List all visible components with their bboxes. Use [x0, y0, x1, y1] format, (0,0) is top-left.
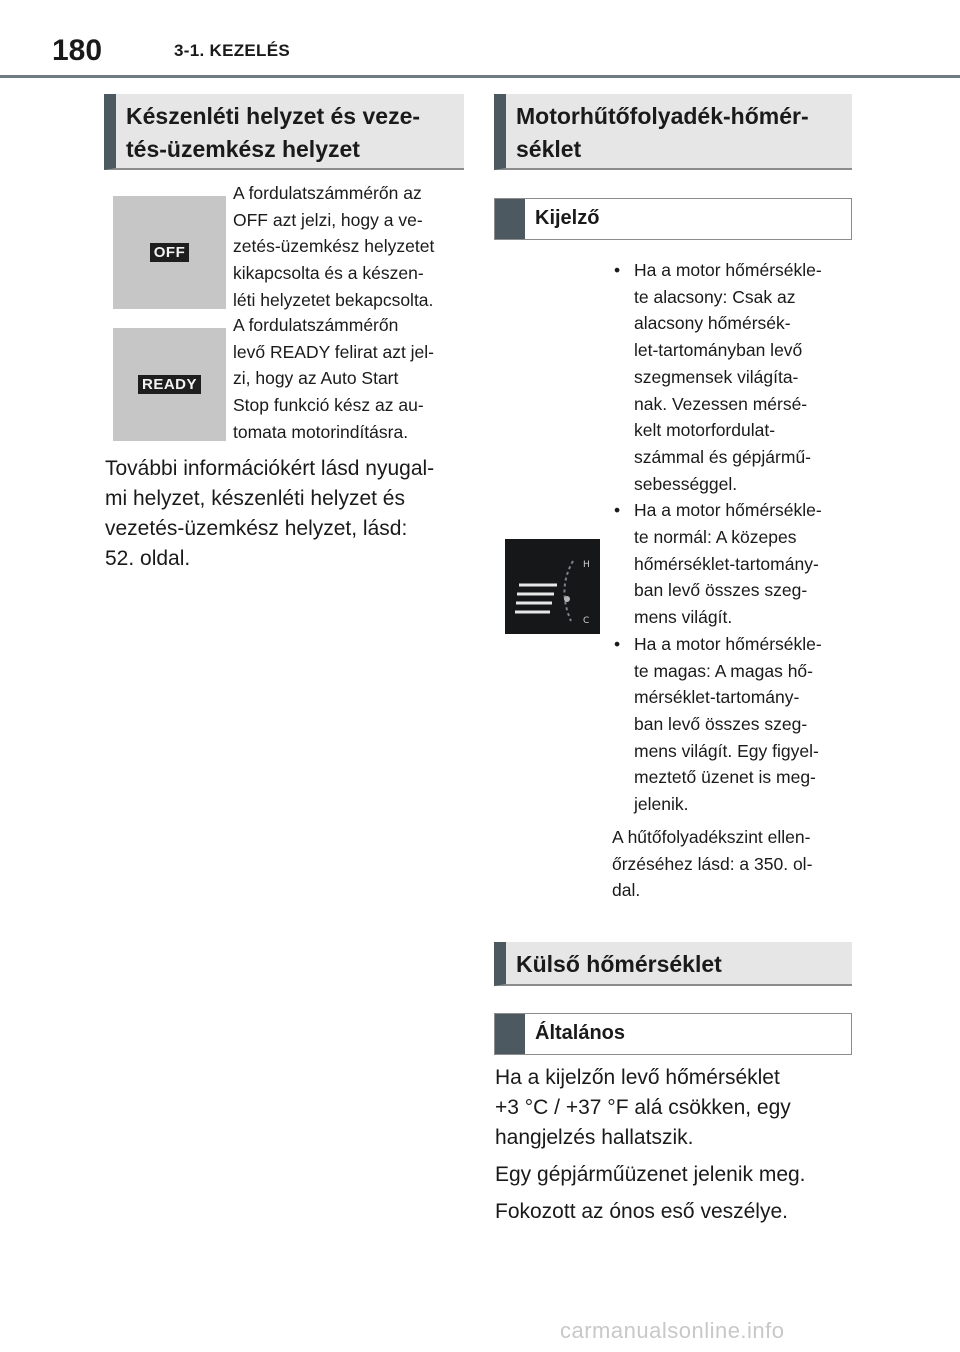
coolant-temperature-gauge-image: [505, 539, 600, 634]
text-line: 52. oldal.: [105, 547, 191, 570]
bullet-icon: •: [614, 633, 621, 654]
gauge-hot-label: H: [583, 560, 590, 570]
text-line: számmal és gépjármű-: [634, 446, 811, 467]
text-line: te alacsony: Csak az: [634, 286, 796, 307]
text-line: zetés-üzemkész helyzetet: [233, 236, 435, 257]
text-line: ban levő összes szeg-: [634, 580, 808, 601]
text-line: tomata motorindításra.: [233, 421, 409, 442]
section-heading-line: tés-üzemkész helyzet: [126, 136, 360, 162]
gauge-cold-label: C: [583, 616, 590, 626]
text-line: sebességgel.: [634, 473, 738, 494]
text-line: Ha a motor hőmérsékle-: [634, 633, 822, 654]
watermark: carmanualsonline.info: [560, 1318, 785, 1343]
text-line: Ha a motor hőmérsékle-: [634, 260, 822, 280]
text-line: jelenik.: [634, 794, 689, 815]
text-line: te normál: A közepes: [634, 527, 797, 548]
bullet-icon: •: [614, 500, 621, 521]
text-line: OFF azt jelzi, hogy a ve-: [233, 209, 423, 230]
ready-description: [233, 312, 465, 446]
ready-badge: READY: [138, 375, 201, 394]
outside-temp-paragraph: [495, 1063, 855, 1153]
text-line: Stop funkció kész az au-: [233, 395, 424, 416]
ready-indicator-image: [113, 328, 226, 441]
text-line: szegmensek világíta-: [634, 366, 799, 387]
text-line: Ha a kijelzőn levő hőmérséklet: [495, 1066, 780, 1089]
off-description: [233, 180, 465, 314]
list-item: [612, 631, 854, 818]
coolant-bullet-list: [612, 257, 854, 818]
section-heading-line: Motorhűtőfolyadék-hőmér-: [516, 103, 809, 129]
text-line: mi helyzet, készenléti helyzet és: [105, 487, 405, 510]
text-line: mérséklet-tartomány-: [634, 687, 800, 708]
text-line: őrzéséhez lásd: a 350. ol-: [612, 853, 813, 874]
text-line: vezetés-üzemkész helyzet, lásd:: [105, 517, 408, 540]
text-line: zi, hogy az Auto Start: [233, 368, 399, 389]
text-line: te magas: A magas hő-: [634, 660, 813, 681]
list-item: [612, 497, 854, 631]
bullet-icon: •: [614, 260, 621, 280]
page-number: 180: [52, 34, 103, 67]
text-line: levő READY felirat azt jel-: [233, 341, 435, 362]
section-heading-outside-temp: [494, 942, 852, 986]
section-heading-line: séklet: [516, 136, 582, 162]
header-divider: [0, 75, 960, 78]
text-line: let-tartományban levő: [634, 340, 803, 361]
chapter-title: 3-1. KEZELÉS: [174, 41, 291, 60]
text-line: +3 °C / +37 °F alá csökken, egy: [495, 1096, 791, 1119]
text-line: kikapcsolta és a készen-: [233, 263, 424, 284]
section-heading-line: Készenléti helyzet és veze-: [126, 103, 421, 129]
subheading-label: Kijelző: [535, 207, 600, 229]
section-heading-standby: [104, 94, 464, 170]
text-line: meztető üzenet is meg-: [634, 767, 816, 788]
text-line: A hűtőfolyadékszint ellen-: [612, 827, 811, 847]
gauge-graphic: [505, 539, 600, 634]
subheading-bar: [495, 199, 525, 239]
text-line: hangjelzés hallatszik.: [495, 1126, 694, 1149]
text-line: mens világít.: [634, 607, 733, 628]
more-info-paragraph: [105, 454, 470, 574]
page-header: [0, 0, 960, 80]
section-heading-line: Külső hőmérséklet: [516, 951, 722, 977]
text-line: Ha a motor hőmérsékle-: [634, 500, 822, 521]
text-line: mens világít. Egy figyel-: [634, 740, 819, 761]
subheading-general: [494, 1013, 852, 1055]
text-line: léti helyzetet bekapcsolta.: [233, 289, 434, 310]
text-line: A fordulatszámmérőn az: [233, 183, 422, 203]
subheading-display: [494, 198, 852, 240]
off-indicator-image: [113, 196, 226, 309]
text-line: nak. Vezessen mérsé-: [634, 393, 808, 414]
text-line: hőmérséklet-tartomány-: [634, 553, 819, 574]
text-line: kelt motorfordulat-: [634, 420, 776, 441]
subheading-label: Általános: [535, 1022, 626, 1044]
off-badge: OFF: [150, 243, 190, 262]
coolant-note: [612, 824, 854, 904]
list-item: [612, 257, 854, 497]
vehicle-message-paragraph: Egy gépjárműüzenet jelenik meg.: [495, 1163, 806, 1186]
text-line: További információkért lásd nyugal-: [105, 457, 435, 480]
text-line: A fordulatszámmérőn: [233, 315, 399, 335]
text-line: ban levő összes szeg-: [634, 713, 808, 734]
icy-rain-paragraph: Fokozott az ónos eső veszélye.: [495, 1200, 788, 1223]
text-line: alacsony hőmérsék-: [634, 313, 791, 334]
text-line: dal.: [612, 880, 641, 901]
section-heading-coolant: [494, 94, 852, 170]
subheading-bar: [495, 1014, 525, 1054]
